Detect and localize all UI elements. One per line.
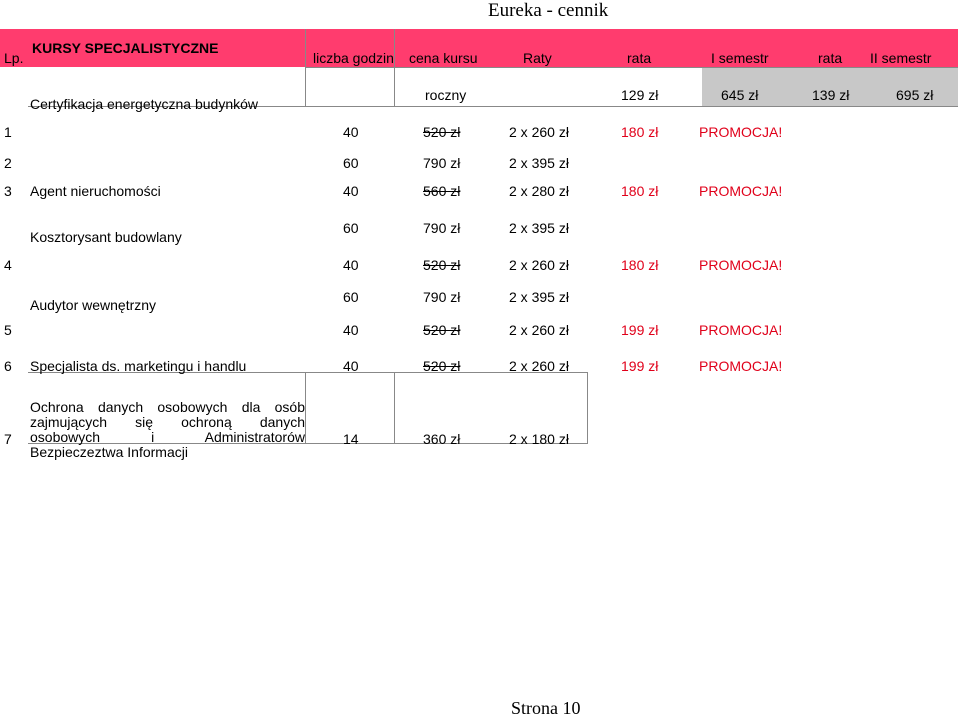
row-2-hours: 60 (343, 155, 359, 171)
row-4b-promo: PROMOCJA! (699, 257, 783, 273)
row-3-name: Agent nieruchomości (30, 183, 161, 199)
row-6-price: 520 zł (423, 358, 461, 374)
row-5b-hours: 40 (343, 322, 359, 338)
row-5-name: Audytor wewnętrzny (30, 297, 157, 313)
page-number: Strona 10 (511, 698, 581, 718)
header-courses: KURSY SPECJALISTYCZNE (32, 40, 219, 56)
row-6-name: Specjalista ds. marketingu i handlu (30, 358, 247, 374)
row-7-name: Ochrona danych osobowych dla osób zajmujących się ochroną danych osobowych i Administratorów Bezpieczeztwa Informacji (30, 399, 305, 460)
row-1-hours: 40 (343, 124, 359, 140)
header-lp: Lp. (4, 50, 24, 66)
cert-name: Certyfikacja energetyczna budynków (30, 96, 259, 112)
row-2-lp: 2 (4, 155, 12, 171)
row-1-lp: 1 (4, 124, 12, 140)
row-4-lp: 4 (4, 257, 12, 273)
row-5b-price: 520 zł (423, 322, 461, 338)
row-5b-rate: 199 zł (621, 322, 659, 338)
row-5-lp: 5 (4, 322, 12, 338)
cert-rate-2: 139 zł (812, 87, 850, 103)
header-semester-1: I semestr (711, 50, 769, 66)
row-4b-rate: 180 zł (621, 257, 659, 273)
row-1-raty: 2 x 260 zł (509, 124, 569, 140)
row-3-lp: 3 (4, 183, 12, 199)
header-price: cena kursu (409, 50, 478, 66)
row-7-lp: 7 (4, 431, 12, 447)
header-rate-1: rata (627, 50, 652, 66)
row-4a-price: 790 zł (423, 220, 461, 236)
row-5a-raty: 2 x 395 zł (509, 289, 569, 305)
row-7-raty: 2 x 180 zł (509, 431, 569, 447)
row-2-raty: 2 x 395 zł (509, 155, 569, 171)
row-7-price: 360 zł (423, 431, 461, 447)
row-4b-hours: 40 (343, 257, 359, 273)
cert-rate-1: 129 zł (621, 87, 659, 103)
row-6-lp: 6 (4, 358, 12, 374)
row-5b-raty: 2 x 260 zł (509, 322, 569, 338)
row-4a-raty: 2 x 395 zł (509, 220, 569, 236)
row-5a-price: 790 zł (423, 289, 461, 305)
row-6-promo: PROMOCJA! (699, 358, 783, 374)
header-installments: Raty (523, 50, 552, 66)
row-1-rate: 180 zł (621, 124, 659, 140)
row-3-hours: 40 (343, 183, 359, 199)
header-semester-2: II semestr (870, 50, 932, 66)
row-4-name: Kosztorysant budowlany (30, 229, 182, 245)
row-3-promo: PROMOCJA! (699, 183, 783, 199)
cert-annual: roczny (425, 87, 467, 103)
row-2-price: 790 zł (423, 155, 461, 171)
cert-semester-1: 645 zł (721, 87, 759, 103)
row-5b-promo: PROMOCJA! (699, 322, 783, 338)
row-6-raty: 2 x 260 zł (509, 358, 569, 374)
row-4b-raty: 2 x 260 zł (509, 257, 569, 273)
page-title: Eureka - cennik (488, 0, 609, 21)
row-1-promo: PROMOCJA! (699, 124, 783, 140)
header-hours: liczba godzin (313, 50, 394, 66)
row-5a-hours: 60 (343, 289, 359, 305)
row-4a-hours: 60 (343, 220, 359, 236)
cert-semester-2: 695 zł (896, 87, 934, 103)
row-6-rate: 199 zł (621, 358, 659, 374)
row-3-price: 560 zł (423, 183, 461, 199)
row-6-hours: 40 (343, 358, 359, 374)
row-3-rate: 180 zł (621, 183, 659, 199)
row-3-raty: 2 x 280 zł (509, 183, 569, 199)
header-rate-2: rata (818, 50, 843, 66)
row-1-price: 520 zł (423, 124, 461, 140)
row-7-hours: 14 (343, 431, 359, 447)
row-4b-price: 520 zł (423, 257, 461, 273)
